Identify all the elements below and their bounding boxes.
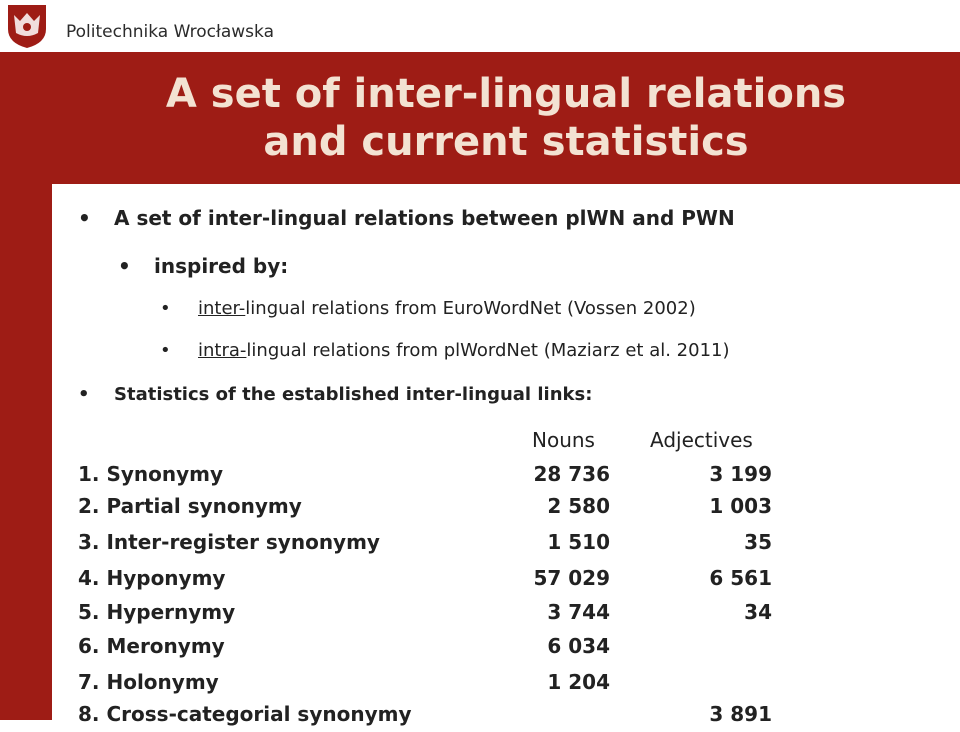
slide-title-line1: A set of inter-lingual relations [165,71,847,117]
nouns-count: 28 736 [533,462,610,486]
bullet-dot: • [160,340,171,361]
adjectives-count: 3 891 [709,702,772,726]
bullet-dot: • [160,298,171,319]
table-row [78,494,838,524]
bullet-plwordnet-text: lingual relations from plWordNet (Maziarz et al. 2011) [246,340,730,361]
bullet-relations-set: A set of inter-lingual relations between plWN and PWN [114,206,735,230]
relation-label: 3. Inter-register synonymy [78,530,380,554]
slide-title-line2: and current statistics [263,119,749,165]
nouns-count: 2 580 [547,494,610,518]
nouns-count: 3 744 [547,600,610,624]
bullet-inspired-by: inspired by: [154,254,289,278]
table-row [78,670,838,700]
bullet-plwordnet [198,340,730,361]
institution-name: Politechnika Wrocławska [66,22,274,42]
nouns-count: 6 034 [547,634,610,658]
nouns-count: 1 204 [547,670,610,694]
adjectives-count: 6 561 [709,566,772,590]
prefix-intra: intra- [198,340,247,361]
column-header-adjectives: Adjectives [650,428,753,452]
left-accent-band [0,52,52,720]
adjectives-count: 35 [744,530,772,554]
relation-label: 5. Hypernymy [78,600,236,624]
bullet-statistics: Statistics of the established inter-lingual links: [114,384,593,405]
adjectives-count: 3 199 [709,462,772,486]
relation-label: 8. Cross-categorial synonymy [78,702,412,726]
relation-label: 7. Holonymy [78,670,219,694]
adjectives-count: 1 003 [709,494,772,518]
prefix-inter: inter- [198,298,246,319]
relation-label: 6. Meronymy [78,634,225,658]
university-logo-icon [6,3,48,49]
relation-label: 1. Synonymy [78,462,224,486]
slide-title [52,70,960,166]
nouns-count: 1 510 [547,530,610,554]
table-row [78,600,838,630]
bullet-dot: • [78,206,91,230]
bullet-dot: • [78,384,90,405]
table-row [78,634,838,664]
table-row [78,702,838,732]
table-row [78,566,838,596]
bullet-dot: • [118,254,131,278]
adjectives-count: 34 [744,600,772,624]
table-row [78,462,838,492]
relation-label: 4. Hyponymy [78,566,226,590]
table-row [78,530,838,560]
bullet-eurowordnet [198,298,696,319]
relation-label: 2. Partial synonymy [78,494,302,518]
nouns-count: 57 029 [533,566,610,590]
column-header-nouns: Nouns [532,428,595,452]
bullet-eurowordnet-text: lingual relations from EuroWordNet (Vossen 2002) [245,298,696,319]
